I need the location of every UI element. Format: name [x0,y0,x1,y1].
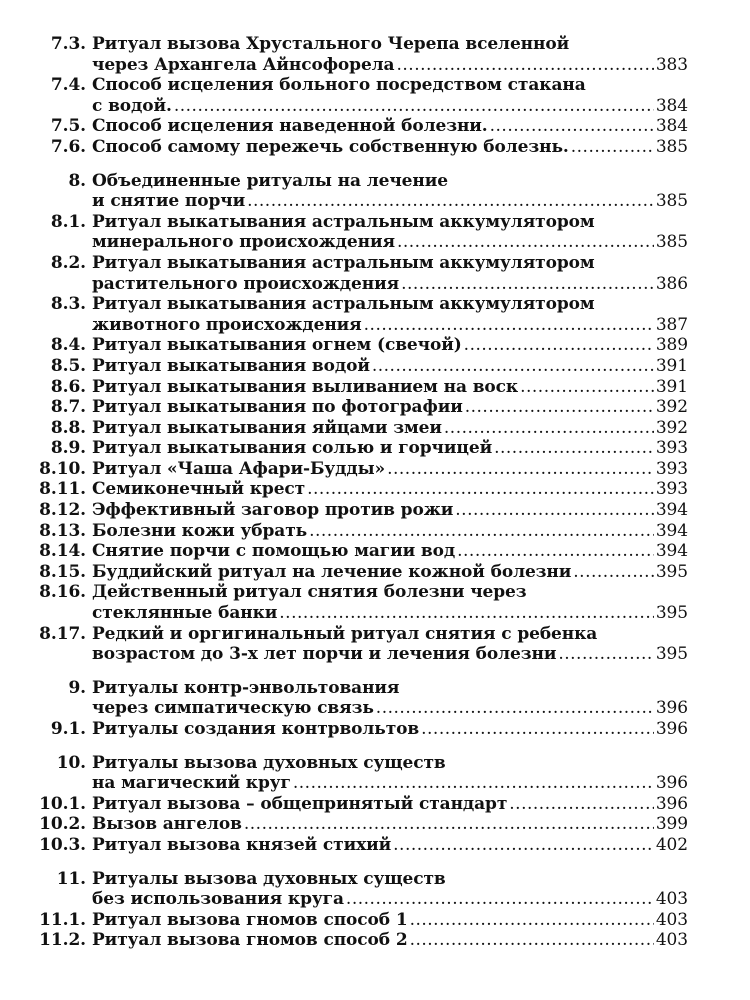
toc-entry[interactable] [18,835,688,856]
toc-entry[interactable] [18,377,688,398]
section-number: 11.2. [39,930,86,951]
page-number: 389 [655,335,688,356]
page-number: 396 [655,773,688,794]
toc-entry[interactable] [18,459,688,480]
toc-entry[interactable] [18,294,688,335]
entry-title-line: Эффективный заговор против рожи [92,500,454,521]
entry-title-line: Ритуалы вызова духовных существ [92,868,446,889]
page-number: 399 [655,814,688,835]
toc-entry[interactable] [18,438,688,459]
section-number: 8.3. [50,294,86,315]
entry-title-line: Ритуалы контр-энвольтования [92,677,400,698]
toc-entry[interactable] [18,869,688,910]
section-number: 10.2. [39,814,86,835]
page-number: 396 [655,719,688,739]
toc-entry[interactable] [18,624,688,665]
entry-title-line: Ритуал выкатывания огнем (свечой) [92,335,462,356]
section-number: 8.2. [50,252,86,273]
page-number: 396 [655,793,688,814]
dot-leader [244,814,654,835]
dot-leader [247,191,654,212]
entry-title-line: Ритуал вызова князей стихий [92,834,392,855]
toc-entry[interactable] [18,335,688,356]
section-number: 7.4. [50,75,86,96]
page-number: 394 [655,541,688,562]
page-number: 384 [655,116,688,137]
entry-title-line: на магический круг [92,773,291,794]
page-number: 394 [655,500,688,521]
dot-leader [372,356,654,377]
section-number: 8.15. [39,561,86,582]
dot-leader [464,335,654,356]
entry-title-line: Ритуал выкатывания яйцами змеи [92,417,442,438]
page-number: 392 [655,417,688,438]
section-number: 7.5. [50,116,86,137]
entry-title-line: Снятие порчи с помощью магии вод [92,541,456,562]
entry-title-line: стеклянные банки [92,603,278,624]
dot-leader [457,541,654,562]
entry-title-line: Ритуал «Чаша Афари-Будды» [92,458,386,479]
section-number: 8. [68,170,86,191]
entry-title-line: Буддийский ритуал на лечение кожной болезни [92,561,572,582]
entry-title-line: возрастом до 3-х лет порчи и лечения болезни [92,644,557,665]
dot-leader [397,232,654,253]
section-number: 10.1. [39,793,86,814]
toc-entry[interactable] [18,521,688,542]
section-number: 8.6. [50,376,86,397]
dot-leader [410,910,654,931]
dot-leader [174,96,654,117]
dot-leader [309,521,654,542]
entry-title-line: Действенный ритуал снятия болезни через [92,582,527,603]
dot-leader [393,835,654,856]
section-number: 10.3. [39,834,86,855]
page-number: 402 [655,834,688,855]
page-number: 391 [655,355,688,376]
entry-title-line: Ритуал выкатывания по фотографии [92,397,463,418]
section-number: 8.12. [39,500,86,521]
entry-title-line: через симпатическую связь [92,698,374,719]
entry-title-line: Ритуал вызова Хрустального Черепа вселенной [92,34,570,54]
dot-leader [444,418,654,439]
page-number: 385 [655,191,688,212]
entry-title-line: Ритуал выкатывания водой [92,355,370,376]
toc-entry[interactable] [18,479,688,500]
toc-entry[interactable] [18,930,688,951]
dot-leader [376,698,654,719]
dot-leader [387,459,654,480]
dot-leader [401,274,654,295]
dot-leader [571,137,654,158]
entry-title-line: Способ самому пережечь собственную болезнь. [92,136,569,157]
section-number: 9. [68,677,86,698]
entry-title-line: Ритуал выкатывания астральным аккумулятором [92,252,595,273]
entry-title-line: Ритуал вызова – общепринятый стандарт [92,793,508,814]
section-number: 8.7. [50,397,86,418]
entry-title-line: Ритуалы создания контрвольтов [92,719,420,739]
page-number: 403 [655,909,688,930]
section-number: 11. [56,868,86,889]
section-number: 10. [56,752,86,773]
dot-leader [465,397,654,418]
section-number: 8.9. [50,438,86,459]
entry-title-line: Семиконечный крест [92,479,306,500]
page-number: 385 [655,232,688,253]
toc-entry[interactable] [18,137,688,158]
entry-title-line: Ритуал выкатывания астральным аккумулятором [92,294,595,315]
entry-title-line: Вызов ангелов [92,814,242,835]
page-number: 403 [655,889,688,910]
entry-title-line: без использования круга [92,889,344,910]
page-number: 384 [655,95,688,116]
toc-entry[interactable] [18,253,688,294]
toc-entry[interactable] [18,34,688,75]
page-number: 393 [655,438,688,459]
entry-title-line: Болезни кожи убрать [92,520,308,541]
dot-leader [509,794,654,815]
entry-title-line: Объединенные ритуалы на лечение [92,170,448,191]
dot-leader [558,644,654,665]
dot-leader [520,377,654,398]
page-number: 393 [655,479,688,500]
toc-entry[interactable] [18,171,688,212]
page-number: 393 [655,458,688,479]
entry-title-line: Ритуал выкатывания выливанием на воск [92,376,519,397]
page-number: 385 [655,136,688,157]
dot-leader [307,479,654,500]
dot-leader [573,562,654,583]
section-number: 8.4. [50,335,86,356]
page-number: 392 [655,397,688,418]
table-of-contents [18,34,688,951]
dot-leader [279,603,654,624]
page-number: 383 [655,54,688,75]
dot-leader [396,55,653,76]
page-number: 391 [655,376,688,397]
section-number: 8.16. [39,582,86,603]
toc-entry[interactable] [18,541,688,562]
page-number: 403 [655,930,688,951]
entry-title-line: и снятие порчи [92,191,246,212]
dot-leader [346,889,654,910]
entry-title-line: Ритуал вызова гномов способ 2 [92,930,408,951]
toc-entry[interactable] [18,910,688,931]
entry-title-line: Ритуалы вызова духовных существ [92,752,446,773]
toc-entry[interactable] [18,418,688,439]
entry-title-line: минерального происхождения [92,232,395,253]
dot-leader [293,773,654,794]
dot-leader [455,500,654,521]
page-number: 395 [655,644,688,665]
toc-entry[interactable] [18,582,688,623]
section-number: 7.6. [50,136,86,157]
entry-title-line: Редкий и оргигинальный ритуал снятия с ребенка [92,623,598,644]
toc-entry[interactable] [18,500,688,521]
entry-title-line: растительного происхождения [92,273,400,294]
toc-entry[interactable] [18,75,688,116]
toc-entry[interactable] [18,212,688,253]
section-number: 8.1. [50,211,86,232]
section-number: 8.5. [50,355,86,376]
toc-entry[interactable] [18,753,688,794]
section-number: 8.14. [39,541,86,562]
entry-title-line: Ритуал выкатывания астральным аккумулятором [92,211,595,232]
section-number: 8.10. [39,458,86,479]
section-number: 8.11. [39,479,86,500]
toc-entry[interactable] [18,794,688,815]
entry-title-line: Способ исцеления больного посредством стакана [92,75,586,96]
toc-entry[interactable] [18,397,688,418]
page-number: 386 [655,273,688,294]
dot-leader [410,930,654,951]
entry-title-line: через Архангела Айнсофорела [92,54,395,75]
entry-title-line: с водой. [92,95,172,116]
section-number: 7.3. [50,34,86,54]
dot-leader [490,116,654,137]
toc-entry[interactable] [18,814,688,835]
dot-leader [494,438,654,459]
toc-entry[interactable] [18,719,688,740]
entry-title-line: Ритуал вызова гномов способ 1 [92,909,408,930]
page-number: 395 [655,603,688,624]
toc-entry[interactable] [18,562,688,583]
page-number: 394 [655,520,688,541]
section-number: 8.8. [50,417,86,438]
dot-leader [421,719,654,740]
page-number: 396 [655,698,688,719]
page-number: 387 [655,314,688,335]
section-number: 11.1. [39,909,86,930]
section-number: 8.17. [39,623,86,644]
page-number: 395 [655,561,688,582]
dot-leader [364,315,654,336]
toc-entry[interactable] [18,678,688,719]
section-number: 9.1. [50,719,86,739]
entry-title-line: животного происхождения [92,314,362,335]
entry-title-line: Способ исцеления наведенной болезни. [92,116,488,137]
toc-entry[interactable] [18,356,688,377]
section-number: 8.13. [39,520,86,541]
entry-title-line: Ритуал выкатывания солью и горчицей [92,438,493,459]
toc-entry[interactable] [18,116,688,137]
